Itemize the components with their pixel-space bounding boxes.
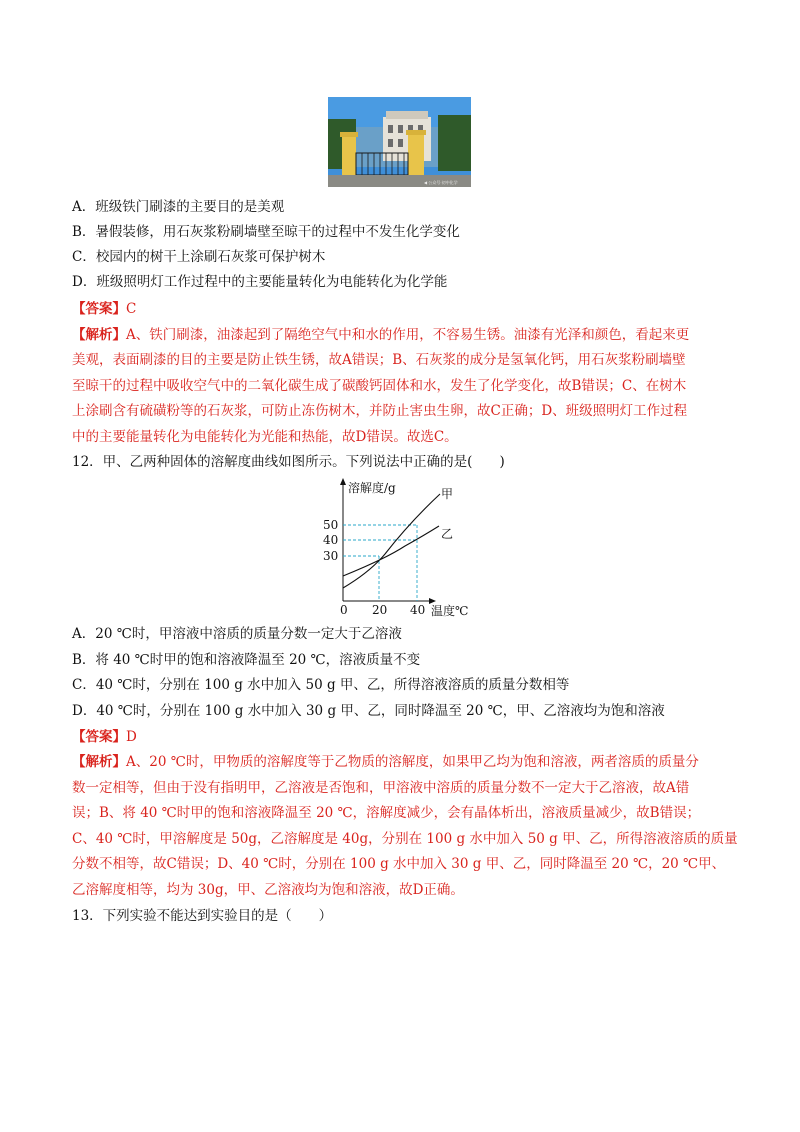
q12-answer [72, 728, 137, 746]
analysis-text: A、铁门刷漆，油漆起到了隔绝空气中和水的作用，不容易生锈。油漆有光泽和颜色，看起来更 [126, 327, 690, 343]
x-tick-40: 40 [410, 603, 426, 617]
q12-analysis-line-5: 分数不相等，故C错误；D、40 ℃时，分别在 100 g 水中加入 30 g 甲、乙，同时降温至 20 ℃，20 ℃甲、 [72, 856, 726, 872]
q11-option-d: D．班级照明灯工作过程中的主要能量转化为电能转化为化学能 [72, 274, 448, 290]
x-tick-20: 20 [372, 603, 388, 617]
y-tick-30: 30 [323, 549, 339, 563]
y-axis-label: 溶解度/g [348, 481, 396, 495]
q12-analysis-line-3: 误；B、将 40 ℃时甲的饱和溶液降温至 20 ℃，溶解度减少，会有晶体析出，溶液质量减少，故B错误； [72, 805, 701, 821]
q11-option-b: B．暑假装修，用石灰浆粉刷墙壁至晾干的过程中不发生化学变化 [72, 224, 460, 240]
curve-yi [343, 526, 439, 576]
q11-analysis-line-1 [72, 326, 689, 344]
q12-option-d: D．40 ℃时，分别在 100 g 水中加入 30 g 甲、乙，同时降温至 20 ℃，甲、乙溶液均为饱和溶液 [72, 703, 665, 719]
q11-answer [72, 300, 136, 318]
school-gate-photo [328, 97, 471, 187]
q12-option-b: B．将 40 ℃时甲的饱和溶液降温至 20 ℃，溶液质量不变 [72, 652, 421, 668]
q12-analysis-line-2: 数一定相等，但由于没有指明甲，乙溶液是否饱和，甲溶液中溶质的质量分数不一定大于乙溶液，故A错 [72, 780, 690, 796]
q11-analysis-line-4: 上涂刷含有硫磺粉等的石灰浆，可防止冻伤树木，并防止害虫生卵，故C正确；D、班级照明灯工作过程 [72, 403, 688, 419]
q12-option-a: A．20 ℃时，甲溶液中溶质的质量分数一定大于乙溶液 [72, 626, 402, 642]
curve-jia [343, 494, 440, 588]
y-tick-40: 40 [323, 533, 339, 547]
q12-analysis-line-6: 乙溶解度相等，均为 30g，甲、乙溶液均为饱和溶液，故D正确。 [72, 882, 464, 898]
answer-value: C [126, 301, 137, 317]
series-label-yi: 乙 [441, 527, 454, 541]
q12-analysis-line-1 [72, 753, 699, 771]
series-label-jia: 甲 [441, 487, 454, 501]
origin-label: 0 [340, 603, 348, 617]
answer-tag: 【答案】 [72, 729, 126, 745]
photo-caption: ◀ 公众号·初中化学 [424, 180, 458, 185]
q11-option-a: A．班级铁门刷漆的主要目的是美观 [72, 199, 285, 215]
y-tick-50: 50 [323, 518, 339, 532]
analysis-text: A、20 ℃时，甲物质的溶解度等于乙物质的溶解度，如果甲乙均为饱和溶液，两者溶质的质量分 [126, 754, 699, 770]
q11-option-c: C．校园内的树干上涂刷石灰浆可保护树木 [72, 249, 326, 265]
q12-stem: 12．甲、乙两种固体的溶解度曲线如图所示。下列说法中正确的是( ) [72, 454, 505, 470]
q12-analysis-line-4: C、40 ℃时，甲溶解度是 50g，乙溶解度是 40g，分别在 100 g 水中加入 50 g 甲、乙，所得溶液溶质的质量 [72, 831, 738, 847]
answer-value: D [126, 729, 137, 745]
q11-analysis-line-3: 至晾干的过程中吸收空气中的二氧化碳生成了碳酸钙固体和水，发生了化学变化，故B错误；C、在树木 [72, 378, 687, 394]
solubility-curve-graph [315, 474, 490, 619]
x-axis-label: 温度℃ [431, 604, 469, 618]
answer-tag: 【答案】 [72, 301, 126, 317]
q11-analysis-line-5: 中的主要能量转化为电能转化为光能和热能，故D错误。故选C。 [72, 429, 458, 445]
analysis-tag: 【解析】 [72, 754, 126, 770]
analysis-tag: 【解析】 [72, 327, 126, 343]
q13-stem: 13．下列实验不能达到实验目的是（ ） [72, 908, 333, 924]
q12-option-c: C．40 ℃时，分别在 100 g 水中加入 50 g 甲、乙，所得溶液溶质的质量分数相等 [72, 677, 570, 693]
q11-analysis-line-2: 美观，表面刷漆的目的主要是防止铁生锈，故A错误；B、石灰浆的成分是氢氧化钙，用石灰浆粉刷墙壁 [72, 352, 686, 368]
